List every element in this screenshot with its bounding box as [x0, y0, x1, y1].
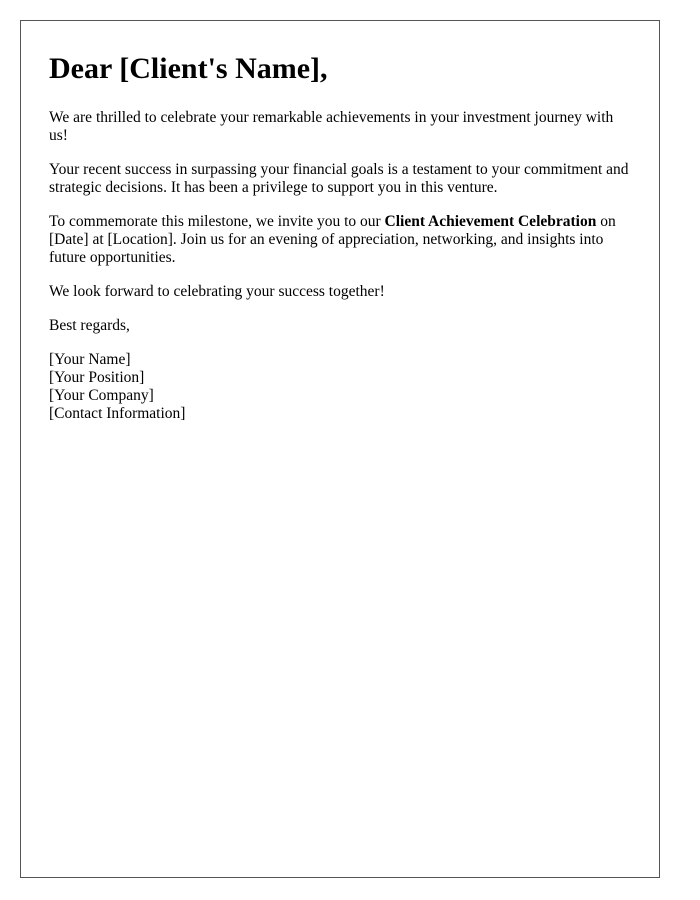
closing-paragraph: We look forward to celebrating your success together! — [49, 283, 385, 300]
signature-company: [Your Company] — [49, 387, 154, 404]
invitation-paragraph — [49, 213, 631, 267]
invitation-text-end: on [Date] at [Location]. Join us for an evening of appreciation, networking, and insights into future opportunities. — [49, 213, 616, 266]
closing-regards: Best regards, — [49, 317, 130, 334]
salutation-heading: Dear [Client's Name], — [49, 52, 328, 85]
invitation-text-start: To commemorate this milestone, we invite you to our — [49, 213, 385, 230]
signature-name: [Your Name] — [49, 351, 131, 368]
intro-paragraph: We are thrilled to celebrate your remarkable achievements in your investment journey with us! — [49, 109, 614, 144]
letter-page — [20, 20, 660, 878]
signature-position: [Your Position] — [49, 369, 145, 386]
event-name: Client Achievement Celebration — [384, 213, 597, 230]
signature-block — [49, 351, 631, 423]
success-paragraph: Your recent success in surpassing your financial goals is a testament to your commitment and strategic decisions. It has been a privilege to support you in this venture. — [49, 161, 629, 196]
signature-contact: [Contact Information] — [49, 405, 186, 422]
